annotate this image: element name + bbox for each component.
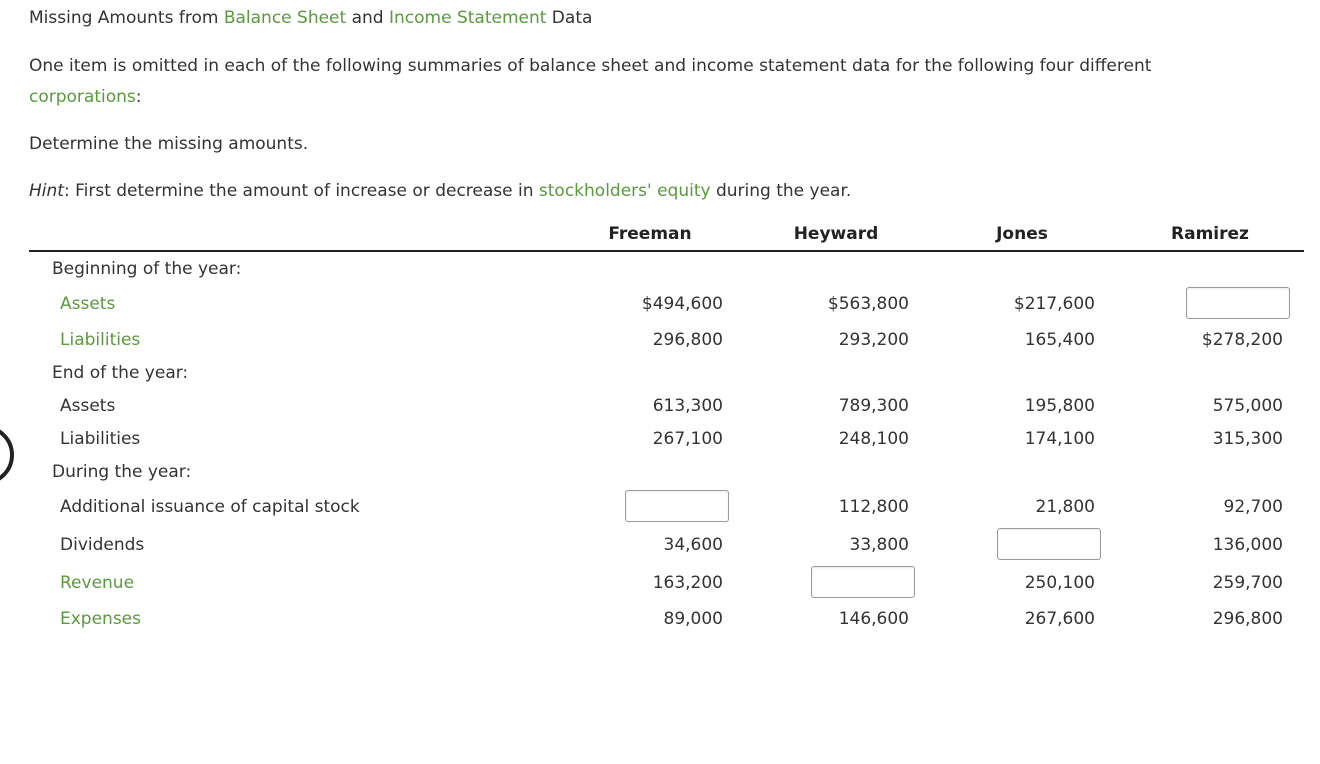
jones-dividends-input[interactable] (997, 528, 1101, 560)
cell-freeman: 34,600 (663, 535, 723, 555)
cell-heyward: $563,800 (827, 294, 909, 314)
cell-heyward: 293,200 (838, 330, 909, 350)
cell-jones: 174,100 (1024, 429, 1095, 449)
freeman-capital-stock-input[interactable] (625, 490, 729, 522)
row-label: Liabilities (60, 429, 141, 449)
stockholders-equity-link[interactable]: stockholders' equity (538, 181, 711, 201)
column-header-jones: Jones (996, 224, 1048, 244)
instruction-text: Determine the missing amounts. (29, 134, 309, 154)
section-end: End of the year: (52, 363, 189, 383)
cell-jones: 267,600 (1024, 609, 1095, 629)
cell-ramirez: 575,000 (1212, 396, 1283, 416)
cell-freeman: 267,100 (652, 429, 723, 449)
circle-decoration (0, 425, 14, 485)
begin-liabilities-link[interactable]: Liabilities (60, 330, 141, 350)
section-beginning: Beginning of the year: (52, 259, 242, 279)
page-title: Missing Amounts from Balance Sheet and Income Statement Data (29, 8, 593, 28)
column-header-ramirez: Ramirez (1171, 224, 1249, 244)
heyward-revenue-input[interactable] (811, 566, 915, 598)
column-header-heyward: Heyward (793, 224, 879, 244)
cell-jones: 250,100 (1024, 573, 1095, 593)
revenue-link[interactable]: Revenue (60, 573, 135, 593)
cell-heyward: 248,100 (838, 429, 909, 449)
section-during: During the year: (52, 462, 192, 482)
cell-ramirez: 296,800 (1212, 609, 1283, 629)
cell-freeman: 296,800 (652, 330, 723, 350)
cell-heyward: 146,600 (838, 609, 909, 629)
cell-freeman: 613,300 (652, 396, 723, 416)
cell-jones: 165,400 (1024, 330, 1095, 350)
expenses-link[interactable]: Expenses (60, 609, 141, 629)
cell-ramirez: 136,000 (1212, 535, 1283, 555)
column-header-freeman: Freeman (608, 224, 692, 244)
begin-assets-link[interactable]: Assets (60, 294, 116, 314)
corporations-link[interactable]: corporations (29, 87, 136, 107)
cell-heyward: 112,800 (838, 497, 909, 517)
row-label: Additional issuance of capital stock (60, 497, 360, 517)
cell-freeman: $494,600 (641, 294, 723, 314)
row-label: Dividends (60, 535, 145, 555)
cell-ramirez: 315,300 (1212, 429, 1283, 449)
cell-jones: 195,800 (1024, 396, 1095, 416)
intro-text: One item is omitted in each of the following summaries of balance sheet and income statement data for the following four different (29, 56, 1152, 76)
intro-line2: corporations: (29, 87, 142, 107)
cell-freeman: 163,200 (652, 573, 723, 593)
cell-ramirez: 259,700 (1212, 573, 1283, 593)
cell-heyward: 789,300 (838, 396, 909, 416)
cell-ramirez: 92,700 (1223, 497, 1283, 517)
hint-text: Hint: First determine the amount of increase or decrease in stockholders' equity during the year. (29, 181, 852, 201)
cell-ramirez: $278,200 (1201, 330, 1283, 350)
cell-heyward: 33,800 (849, 535, 909, 555)
balance-sheet-link[interactable]: Balance Sheet (223, 8, 347, 28)
cell-jones: 21,800 (1035, 497, 1095, 517)
ramirez-begin-assets-input[interactable] (1186, 287, 1290, 319)
cell-jones: $217,600 (1013, 294, 1095, 314)
income-statement-link[interactable]: Income Statement (388, 8, 547, 28)
row-label: Assets (60, 396, 116, 416)
header-divider (29, 250, 1304, 252)
cell-freeman: 89,000 (663, 609, 723, 629)
